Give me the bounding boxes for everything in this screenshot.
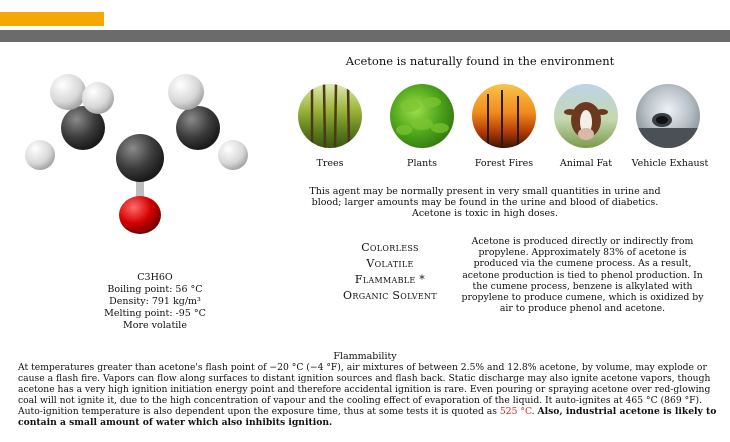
flammability-text [18,362,718,428]
melting-point: Melting point: -95 °C [104,308,206,319]
property-item: Organic Solvent [343,289,437,302]
property-item: Volatile [366,257,414,270]
carbon-atom-center [116,134,164,182]
flammability-bold-note: Also, industrial acetone is likely to contain a small amount of water which also inhibits ignition. [18,406,717,428]
flammability-body: At temperatures greater than acetone's flash point of −20 °C (−4 °F), air mixtures of between 2.5% and 12.8% acetone, by volume, may explode or cause a flash fire. Vapors can flow along surfaces to distant ignition sources and flash back. Static discharge may also ignite acetone vapors, though acetone has a very high ignition initiation energy point and therefore accidental ignition is rare. Even pouring or spraying acetone over red-glowing coal will not ignite it, due to the high concentration of vapour and the cooling effect of evaporation of the liquid. It auto-ignites at 465 °C (869 °F). Auto-ignition temperature is also dependent upon the exposure time, thus at some tests it is quoted as [18,362,711,417]
hydrogen-atom [50,74,86,110]
caption-plants: Plants [407,158,437,169]
plants-photo [390,84,454,148]
acetone-molecule-model [18,70,258,250]
density: Density: 791 kg/m³ [109,296,201,307]
hydrogen-atom [82,82,114,114]
molecular-formula: C3H6O [137,272,173,283]
property-list [330,240,450,304]
header-bar [0,30,730,42]
accent-bar [0,12,104,26]
caption-forest-fires: Forest Fires [474,158,534,169]
production-description: Acetone is produced directly or indirectly from propylene. Approximately 83% of acetone is produced via the cumene process. As a result, acetone production is tied to phenol production. In the cumene process, benzene is alkylated with propylene to produce cumene, which is oxidized by air to produce phenol and acetone. [461,236,704,315]
cow-photo [554,84,618,148]
flammability-title: Flammability [333,351,397,362]
hydrogen-atom [25,140,55,170]
volatility-note: More volatile [123,320,187,331]
agent-description: This agent may be normally present in very small quantities in urine and blood; larger amounts may be found in the urine and blood of diabetics. Acetone is toxic in high doses. [309,186,661,219]
molecule-info [80,272,230,332]
forest-fire-photo [472,84,536,148]
property-item: Colorless [361,241,419,254]
carbon-atom-right [176,106,220,150]
trees-photo [298,84,362,148]
caption-vehicle-exhaust: Vehicle Exhaust [631,158,709,169]
ignition-temperature-highlight: 525 °C [499,406,532,417]
flammability-separator: . [531,406,538,417]
hydrogen-atom [168,74,204,110]
caption-animal-fat: Animal Fat [559,158,613,169]
caption-trees: Trees [316,158,344,169]
hydrogen-atom [218,140,248,170]
boiling-point: Boiling point: 56 °C [107,284,203,295]
environment-heading: Acetone is naturally found in the environment [345,54,615,68]
exhaust-photo [636,84,700,148]
property-item: Flammable * [354,273,426,286]
oxygen-atom [119,196,161,234]
